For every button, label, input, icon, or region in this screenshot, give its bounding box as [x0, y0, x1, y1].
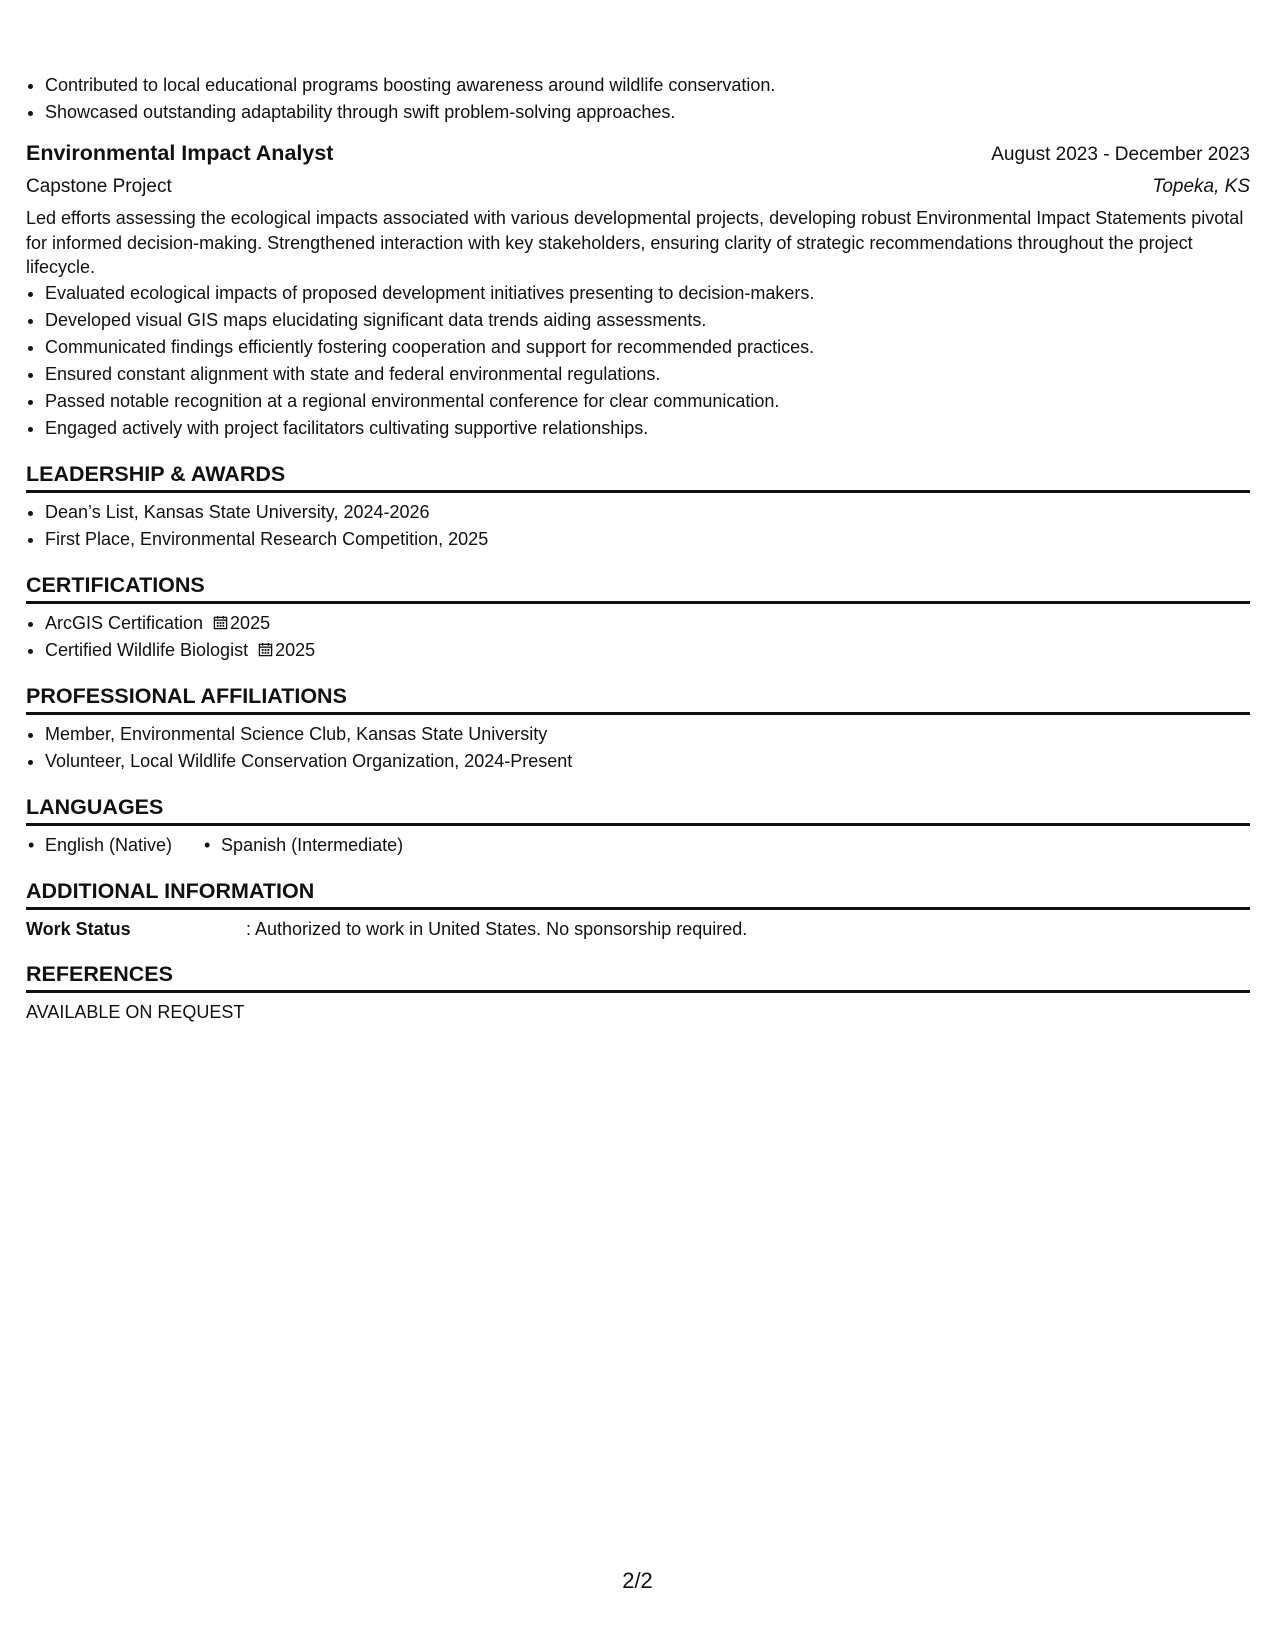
calendar-icon — [258, 642, 273, 657]
job-description: Led efforts assessing the ecological impacts associated with various developmental projects, developing robust Environmental Impact Statements pivotal for informed decision-making. Strengthened interaction with key stakeholders, ensuring clarity of strategic recommendations throughout the project lifecycle. — [26, 208, 1244, 277]
job-entry — [26, 138, 1250, 442]
list-item: • Passed notable recognition at a regional environmental conference for clear communication. — [45, 388, 1250, 415]
job-title: Environmental Impact Analyst — [26, 141, 334, 165]
calendar-icon — [213, 615, 228, 630]
section-title: CERTIFICATIONS — [26, 571, 1250, 604]
list-item: • Contributed to local educational programs boosting awareness around wildlife conservation. — [45, 72, 1250, 99]
section-title: LEADERSHIP & AWARDS — [26, 460, 1250, 493]
section-title: PROFESSIONAL AFFILIATIONS — [26, 682, 1250, 715]
previous-job-bullets — [26, 72, 1250, 126]
language-item: • Spanish (Intermediate) — [202, 832, 403, 859]
certification-name: Certified Wildlife Biologist — [45, 639, 249, 660]
list-item: • Member, Environmental Science Club, Kansas State University — [45, 721, 1250, 748]
list-item: • First Place, Environmental Research Competition, 2025 — [45, 526, 1250, 553]
certifications-section — [26, 571, 1250, 664]
job-bullets — [26, 280, 1250, 442]
resume-page — [26, 72, 1250, 1025]
list-item: • Ensured constant alignment with state and federal environmental regulations. — [45, 361, 1250, 388]
list-item: • Dean’s List, Kansas State University, 2024-2026 — [45, 499, 1250, 526]
certification-name: ArcGIS Certification — [45, 612, 204, 633]
section-title: REFERENCES — [26, 960, 1250, 993]
list-item: • Showcased outstanding adaptability through swift problem-solving approaches. — [45, 99, 1250, 126]
list-item: • Volunteer, Local Wildlife Conservation Organization, 2024-Present — [45, 748, 1250, 775]
list-item — [45, 637, 1250, 664]
list-item: • Developed visual GIS maps elucidating significant data trends aiding assessments. — [45, 307, 1250, 334]
references-text: AVAILABLE ON REQUEST — [26, 1001, 245, 1022]
certification-year: 2025 — [275, 639, 316, 660]
list-item: • Engaged actively with project facilitators cultivating supportive relationships. — [45, 415, 1250, 442]
list-item — [45, 610, 1250, 637]
additional-info-section — [26, 877, 1250, 942]
list-item: • Evaluated ecological impacts of proposed development initiatives presenting to decision-makers. — [45, 280, 1250, 307]
job-organization: Capstone Project — [26, 176, 172, 197]
certification-year: 2025 — [230, 612, 271, 633]
section-title: ADDITIONAL INFORMATION — [26, 877, 1250, 910]
info-row — [26, 916, 1250, 942]
list-item: • Communicated findings efficiently fostering cooperation and support for recommended practices. — [45, 334, 1250, 361]
info-value: : Authorized to work in United States. No sponsorship required. — [246, 918, 748, 939]
job-location: Topeka, KS — [1152, 176, 1250, 197]
leadership-section — [26, 460, 1250, 553]
references-section — [26, 960, 1250, 1025]
page-number: 2/2 — [622, 1568, 653, 1593]
languages-section — [26, 793, 1250, 859]
job-dates: August 2023 - December 2023 — [991, 144, 1250, 165]
affiliations-section — [26, 682, 1250, 775]
info-label: Work Status — [26, 918, 131, 939]
language-item: • English (Native) — [26, 832, 172, 859]
section-title: LANGUAGES — [26, 793, 1250, 826]
